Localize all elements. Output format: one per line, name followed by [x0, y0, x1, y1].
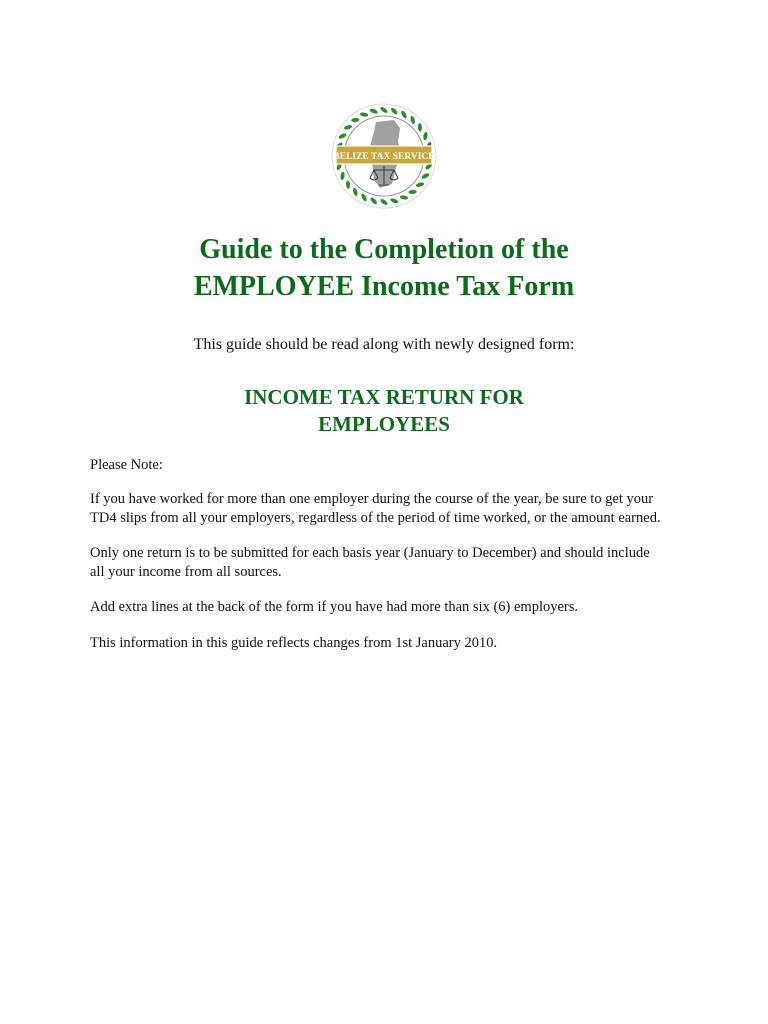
note-label: Please Note: [90, 457, 163, 473]
form-heading-line-2: EMPLOYEES [318, 412, 450, 436]
paragraph-one-return [90, 544, 682, 582]
paragraph-line: all your income from all sources. [90, 564, 282, 580]
title-line-2: EMPLOYEE Income Tax Form [193, 271, 575, 302]
form-heading-line-1: INCOME TAX RETURN FOR [244, 385, 524, 409]
paragraph-line: If you have worked for more than one employer during the course of the year, be sure to get your [90, 491, 654, 507]
paragraph-line: TD4 slips from all your employers, regardless of the period of time worked, or the amount earned. [90, 510, 661, 526]
paragraph-multiple-employers [90, 490, 682, 528]
paragraph-line: Only one return is to be submitted for each basis year (January to December) and should include [90, 545, 650, 561]
subtitle: This guide should be read along with newly designed form: [193, 336, 575, 353]
seal-banner-text: BELIZE TAX SERVICE [333, 152, 435, 162]
title-line-1: Guide to the Completion of the [199, 234, 569, 265]
paragraph-extra-lines: Add extra lines at the back of the form if you have had more than six (6) employers. [90, 599, 579, 615]
seal-graphic [330, 102, 438, 210]
paragraph-changes-date: This information in this guide reflects changes from 1st January 2010. [90, 635, 498, 651]
belize-tax-service-seal [330, 102, 438, 210]
